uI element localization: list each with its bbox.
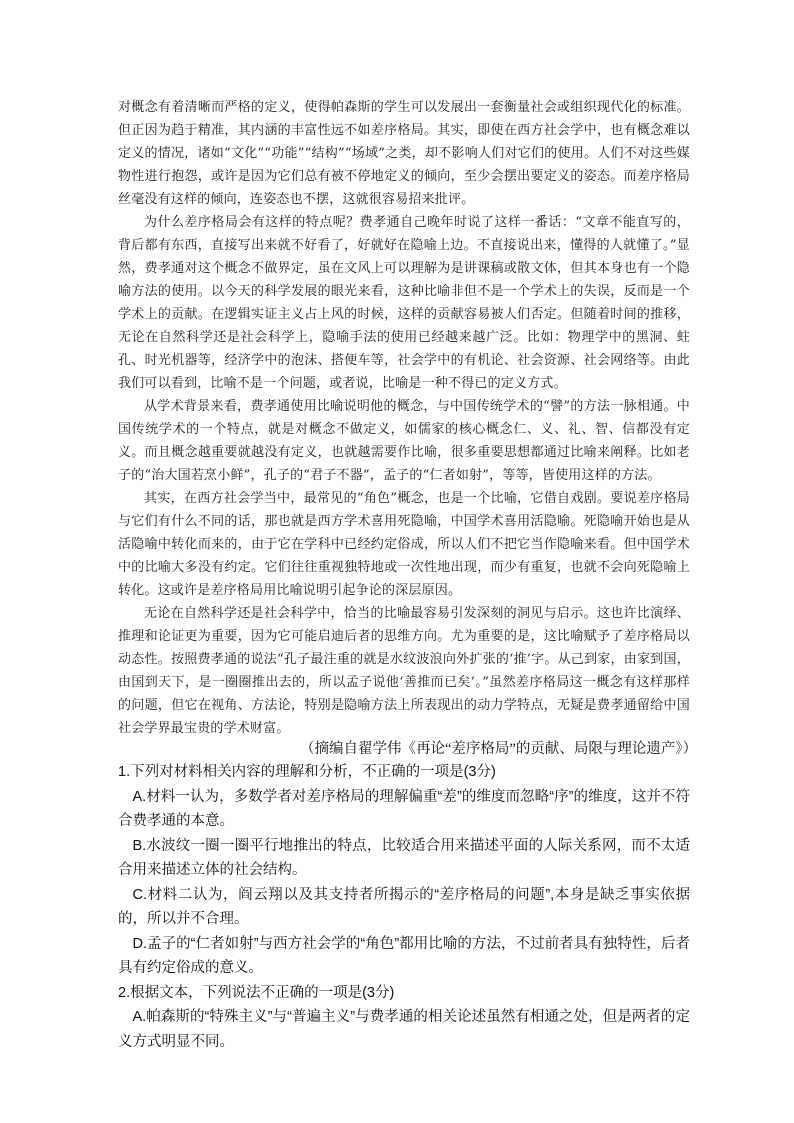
passage-paragraph: 从学术背景来看，费孝通使用比喻说明他的概念，与中国传统学术的“譬”的方法一脉相通。中国传统学术的一个特点，就是对概念不做定义，如儒家的核心概念仁、义、礼、智、信都没有定义。而且概念越重要就越没有定义，也就越需要作比喻，很多重要思想都通过比喻来阐释。比如老子的“治大国若烹小鲜”，孔子的“君子不器”，孟子的“仁者如射”，等等，皆使用这样的方法。 (118, 399, 690, 483)
passage-paragraph: 为什么差序格局会有这样的特点呢？费孝通自己晚年时说了这样一番话：“文章不能直写的，背后都有东西，直接写出来就不好看了，好就好在隐喻上边。不直接说出来，懂得的人就懂了。”显然，费孝通对这个概念不做界定，虽在文风上可以理解为是讲课稿或散文体，但其本身也有一个隐喻方法的使用。以今天的科学发展的眼光来看，这种比喻非但不是一个学术上的失误，反而是一个学术上的贡献。在逻辑实证主义占上风的时候，这样的贡献容易被人们否定。但随着时间的推移，无论在自然科学还是社会科学上，隐喻手法的使用已经越来越广泛。比如：物理学中的黑洞、蛀孔、时光机器等，经济学中的泡沫、搭便车等，社会学中的有机论、社会资源、社会网络等。由此我们可以看到，比喻不是一个问题，或者说，比喻是一种不得已的定义方式。 (118, 215, 690, 391)
question-1 (118, 760, 690, 981)
reading-passage (118, 96, 690, 740)
option-d: D.孟子的“仁者如射”与西方社会学的“角色”都用比喻的方法，不过前者具有独特性，后者具有约定俗成的意义。 (118, 935, 690, 976)
passage-paragraph: 无论在自然科学还是社会科学中，恰当的比喻最容易引发深刻的洞见与启示。这也许比演绎、推理和论证更为重要，因为它可能启迪后者的思维方向。尤为重要的是，这比喻赋予了差序格局以动态性。按照费孝通的说法“孔子最注重的就是水纹波浪向外扩张的‘推’字。从己到家，由家到国，由国到天下，是一圈圈推出去的，所以孟子说他‘善推而已矣’。”虽然差序格局这一概念有这样那样的问题，但它在视角、方法论，特别是隐喻方法上所表现出的动力学特点，无疑是费孝通留给中国社会学界最宝贵的学术财富。 (118, 606, 690, 736)
passage-paragraph: 其实，在西方社会学当中，最常见的“角色”概念，也是一个比喻，它借自戏剧。要说差序格局与它们有什么不同的话，那也就是西方学术喜用死隐喻，中国学术喜用活隐喻。死隐喻开始也是从活隐喻中转化而来的，由于它在学科中已经约定俗成，所以人们不把它当作隐喻来看。但中国学术中的比喻大多没有约定。它们往往重视独特地或一次性地出现，而少有重复，也就不会向死隐喻上转化。这或许是差序格局用比喻说明引起争论的深层原因。 (118, 491, 690, 598)
question-stem: 2.根据文本，下列说法不正确的一项是(3分) (118, 984, 395, 1001)
option-a: A.材料一认为，多数学者对差序格局的理解偏重“差”的维度而忽略“序”的维度，这并不符合费孝通的本意。 (118, 788, 690, 829)
option-c: C.材料二认为，阎云翔以及其支持者所揭示的“差序格局的问题”,本身是缺乏事实依据的，所以并不合理。 (118, 886, 690, 927)
option-b: B.水波纹一圈一圈平行地推出的特点，比较适合用来描述平面的人际关系网，而不太适合用来描述立体的社会结构。 (118, 837, 690, 878)
passage-source: （摘编自翟学伟《再论“差序格局”的贡献、局限与理论遗产》） (300, 741, 698, 757)
passage-paragraph: 对概念有着清晰而严格的定义，使得帕森斯的学生可以发展出一套衡量社会或组织现代化的标准。但正因为趋于精准，其内涵的丰富性远不如差序格局。其实，即使在西方社会学中，也有概念难以定义的情况，诸如“文化”“功能”“结构”“场域”之类，却不影响人们对它们的使用。人们不对这些媒物性进行抱怨，或许是因为它们总有被不停地定义的倾向，至少会摆出要定义的姿态。而差序格局丝毫没有这样的倾向，连姿态也不摆，这就很容易招来批评。 (118, 100, 690, 207)
question-section (118, 760, 690, 1054)
option-a: A.帕森斯的“特殊主义”与“普遍主义”与费孝通的相关论述虽然有相通之处，但是两者的定义方式明显不同。 (118, 1009, 690, 1050)
question-2 (118, 981, 690, 1055)
question-stem: 1.下列对材料相关内容的理解和分析，不正确的一项是(3分) (118, 764, 496, 780)
